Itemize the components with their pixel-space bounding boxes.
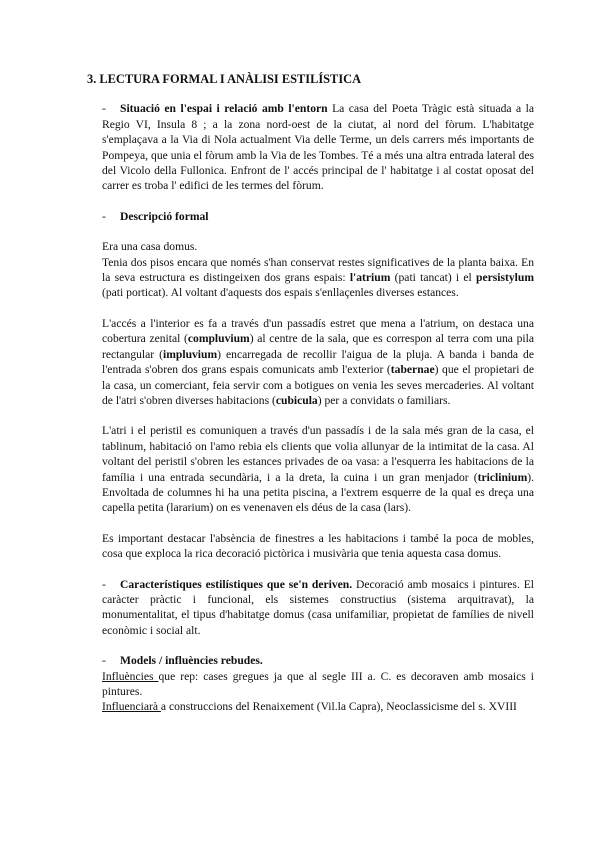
formal-paragraph-1 xyxy=(102,239,534,301)
term-impluvium: impluvium xyxy=(163,347,218,361)
formal-description-title-line xyxy=(102,209,534,224)
formal-paragraph-3 xyxy=(102,423,534,515)
text-run: (pati tancat) i el xyxy=(390,271,477,285)
text-run: Tenia dos pisos encara que només s'han conservat restes significatives de la planta baixa. En la seva estructura es distingeixen dos grans espais: xyxy=(102,255,534,285)
list-dash: - xyxy=(102,577,106,591)
term-tabernae: tabernae xyxy=(390,363,435,377)
text-run: ) per a convidats o familiars. xyxy=(317,393,451,407)
situation-title: Situació en l'espai i relació amb l'entorn xyxy=(120,102,328,116)
influences-label: Influències xyxy=(102,669,159,683)
term-cubicula: cubicula xyxy=(275,393,318,407)
stylistic-paragraph xyxy=(102,577,534,639)
formal-paragraph-2 xyxy=(102,316,534,408)
text-run: L'atri i el peristil es comuniquen a través d'un passadís i de la sala més gran de la casa, el tablinum, habitació on l'amo rebia els clients que volia allunyar de la intimitat de la casa. Al voltant del peristil s'obren les estances privades de oa vasa: a l'esquerra les habitacions de la família i una entrada secundària, i a la dreta, la cuina i un gran menjador ( xyxy=(102,424,534,484)
text-run: ) que el propietari de la casa, un comerciant, feia servir com a botigues on venia les seves mercaderies. Al voltant de l'atri s'obren diverses habitacions ( xyxy=(102,363,534,407)
text-run: ). Envoltada de columnes hi ha una petita piscina, a l'extrem esquerre de la qual es dreça una capella petita (lararium) on es venenaven els déus de la casa (lars). xyxy=(102,470,534,515)
formal-description-title: Descripció formal xyxy=(120,209,209,223)
influenciara-label: Influenciarà xyxy=(102,700,161,714)
document-page xyxy=(87,72,535,715)
models-title: Models / influències rebudes. xyxy=(120,654,263,668)
text-run: ) encarregada de recollir l'aigua de la pluja. A banda i banda de l'entrada s'obren dos grans espais comunicats amb l'exterior ( xyxy=(102,347,534,377)
models-title-line xyxy=(102,653,534,668)
text-run: que rep: cases gregues ja que al segle III a. C. es decoraven amb mosaics i pintures. xyxy=(102,669,534,698)
influences-received xyxy=(102,669,534,700)
formal-paragraph-4: Es important destacar l'absència de finestres a les habitacions i també la poca de mobles, cosa que exploca la rica decoració pictòrica i musivària que tenia aquesta casa domus. xyxy=(102,531,534,561)
term-triclinium: triclinium xyxy=(477,470,528,484)
text-run: ) al centre de la sala, que es correspon al terra com una pila rectangular ( xyxy=(102,332,534,361)
domus-line: Era una casa domus. xyxy=(102,240,198,254)
term-compluvium: compluvium xyxy=(187,332,250,346)
situation-paragraph xyxy=(102,101,534,193)
list-dash: - xyxy=(102,209,106,223)
list-dash: - xyxy=(102,654,106,668)
text-run: L'accés a l'interior es fa a través d'un passadís estret que mena a l'atrium, on destaca una cobertura zenital ( xyxy=(102,316,534,346)
text-run: (pati porticat). Al voltant d'aquests dos espais s'enllaçenles diverses estances. xyxy=(102,286,459,300)
term-persistylum: persistylum xyxy=(476,271,534,285)
list-dash: - xyxy=(102,102,106,116)
situation-text: La casa del Poeta Tràgic està situada a la Regio VI, Insula 8 ; a la zona nord-oest de la ciutat, al nord del fòrum. L'habitatge s'emplaçava a la Via di Nola actualment Via delle Terme, un dels carrers més importants de Pompeya, que unia el fòrum amb la Via de les Tombes. Té a més una altra entrada lateral des del Vicolo della Fullonica. Enfront de l' accés principal de l' habitatge i al costat oposat del carrer es troba l' edifici de les termes del fòrum. xyxy=(102,102,534,193)
text-run: a construccions del Renaixement (Vil.la Capra), Neoclassicisme del s. XVIII xyxy=(160,700,517,714)
influences-future xyxy=(102,699,534,714)
term-atrium: l'atrium xyxy=(349,271,391,285)
section-heading: 3. LECTURA FORMAL I ANÀLISI ESTILÍSTICA xyxy=(87,72,362,86)
stylistic-title: Característiques estilístiques que se'n deriven. xyxy=(120,577,353,591)
stylistic-text: Decoració amb mosaics i pintures. El caràcter pràctic i funcional, els sistemes constructius (sistema arquitravat), la monumentalitat, el tipus d'habitatge domus (casa unifamiliar, propietat de famílies de nivell econòmic i social alt. xyxy=(102,577,535,637)
